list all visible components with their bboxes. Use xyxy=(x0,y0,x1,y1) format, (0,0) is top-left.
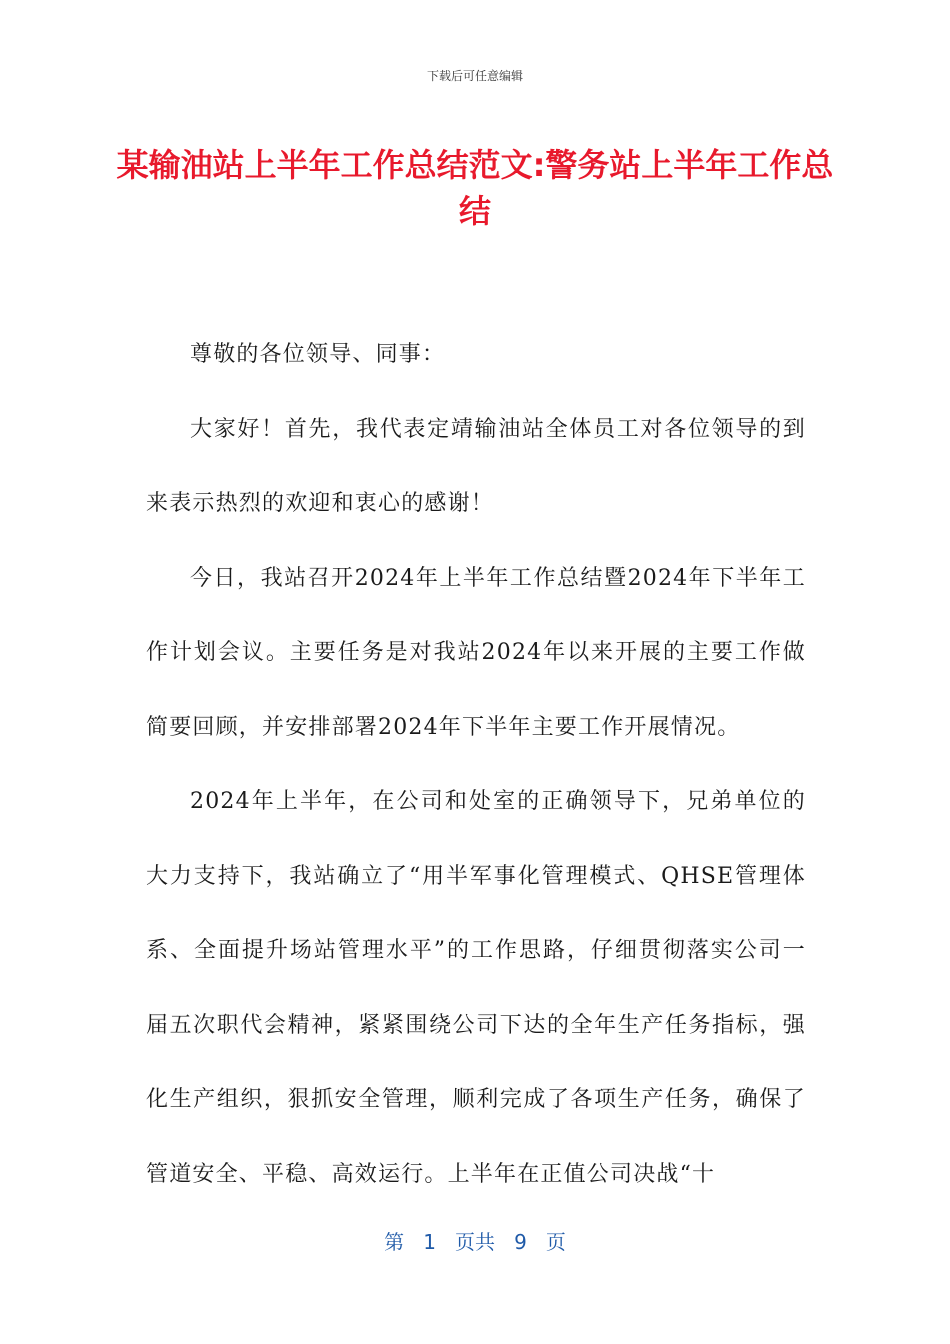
footer-page-number: 1 xyxy=(423,1230,436,1254)
footer-prefix: 第 xyxy=(384,1230,405,1254)
footer-total-pages: 9 xyxy=(514,1230,527,1254)
paragraph-salutation: 尊敬的各位领导、同事： xyxy=(190,342,446,367)
paragraph-meeting: 今日，我站召开2024年上半年工作总结暨2024年下半年工作计划会议。主要任务是对我站2024年以来开展的主要工作做简要回顾，并安排部署2024年下半年主要工作开展情况。 xyxy=(146,565,806,740)
header-note: 下载后可任意编辑 xyxy=(426,69,523,83)
footer-suffix: 页 xyxy=(545,1230,566,1254)
paragraph-greeting: 大家好！首先，我代表定靖输油站全体员工对各位领导的到来表示热烈的欢迎和衷心的感谢！ xyxy=(146,416,806,516)
document-body xyxy=(146,318,806,1212)
document-title: 某输油站上半年工作总结范文:警务站上半年工作总结 xyxy=(116,146,834,230)
paragraph-summary: 2024年上半年，在公司和处室的正确领导下，兄弟单位的大力支持下，我站确立了“用半军事化管理模式、QHSE管理体系、全面提升场站管理水平”的工作思路，仔细贯彻落实公司一届五次职代会精神，紧紧围绕公司下达的全年生产任务指标，强化生产组织，狠抓安全管理，顺利完成了各项生产任务，确保了管道安全、平稳、高效运行。上半年在正值公司决战“十 xyxy=(146,789,806,1187)
footer-middle: 页共 xyxy=(455,1230,495,1254)
page-footer xyxy=(0,1226,950,1255)
